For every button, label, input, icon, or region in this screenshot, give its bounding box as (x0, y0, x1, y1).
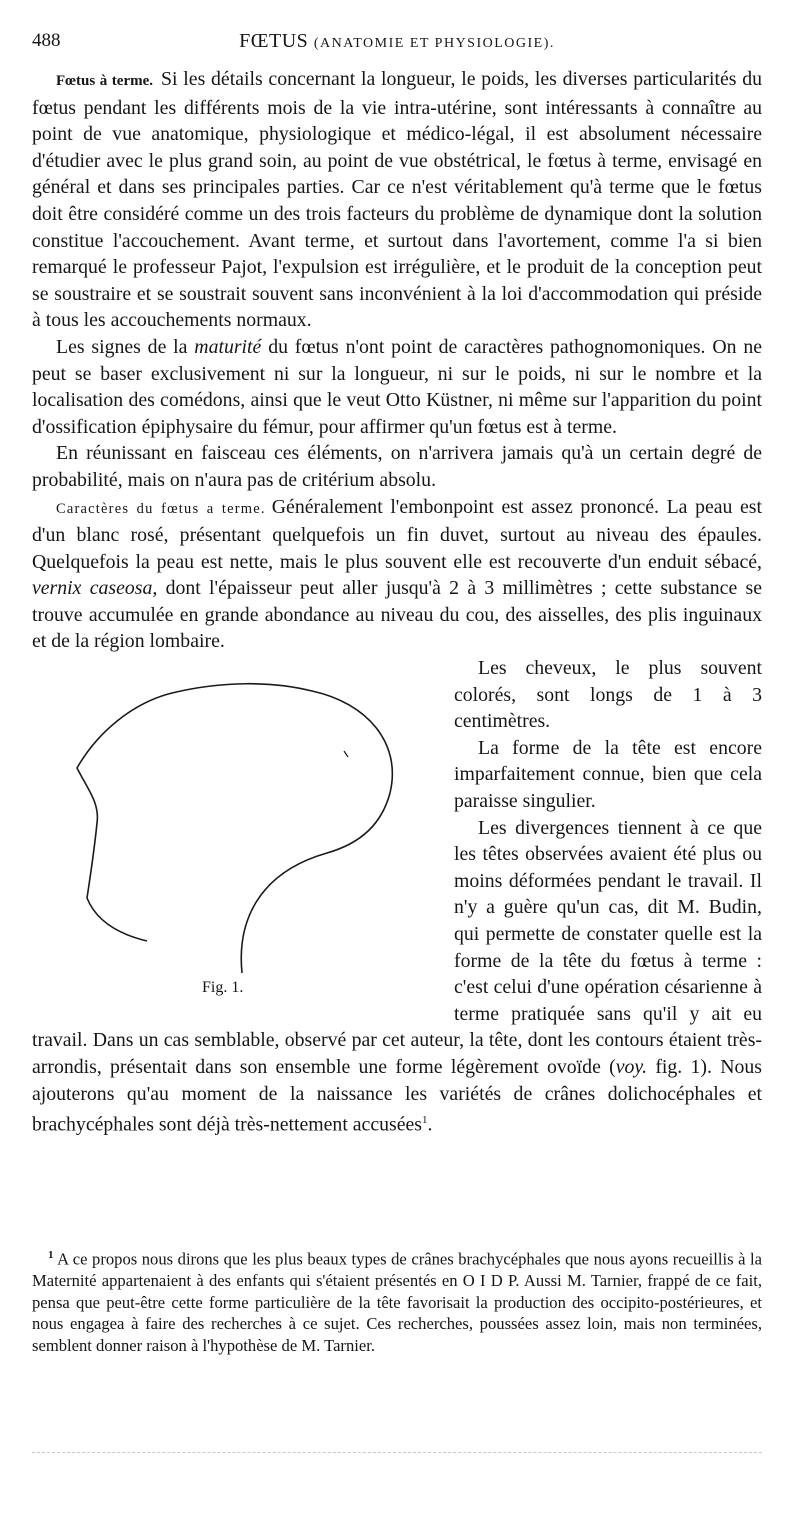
running-title (32, 30, 762, 53)
paragraph-foetus-a-terme (32, 66, 762, 334)
bottom-rule (32, 1452, 762, 1453)
paragraph-forme-tete: La forme de la tête est encore imparfaitement connue, bien que cela paraisse singulier. (454, 736, 762, 813)
section-heading: Caractères du fœtus a terme. (56, 500, 266, 517)
figure-caption: Fig. 1. (202, 979, 244, 997)
text-run: du fœtus n'ont point de caractères pathognomoniques. On ne peut se baser exclusivement ni sur la longueur, ni sur le poids, ni sur le nombre et la localisation des comédons, ainsi que le veut Otto Küstner, ni même sur l'apparition du point d'ossification épiphysaire du fémur, pour affirmer qu'un fœtus est à terme. (32, 335, 763, 438)
text-run: fig. 1). Nous ajouterons qu'au moment de la naissance les variétés de crânes dolichocéphales et brachycéphales sont déjà très-nettement accusées (32, 1055, 762, 1136)
ear-mark (344, 751, 348, 757)
paragraph-maturite (32, 334, 762, 440)
footnotes (32, 1245, 762, 1356)
text-run: . (427, 1113, 433, 1136)
running-title-sub: (ANATOMIE ET PHYSIOLOGIE). (313, 36, 555, 51)
text-run: Les divergences tiennent à ce que les têtes observées avaient été plus ou moins déformées pendant le travail. Il n'y a guère qu'un cas, dit M. Budin, qui permette de constater quelle est la forme de la tête du fœtus à terme : c'est celui d'une opération césarienne à terme pratiquée sans qu'il y ait eu travail. Dans un cas semblable, observé par cet auteur, la tête, dont les contours étaient très-arrondis, présentait dans son ensemble une forme légèrement ovoïde ( (32, 816, 762, 1078)
italic-term: voy. (615, 1055, 648, 1078)
body-text (32, 66, 762, 1138)
head-profile-drawing (72, 673, 432, 973)
figure-1 (32, 655, 442, 1027)
page-number: 488 (32, 30, 61, 51)
paragraph-cheveux: Les cheveux, le plus souvent colorés, sont longs de 1 à 3 centimètres. (454, 657, 762, 733)
page-header (32, 30, 762, 60)
head-outline (77, 684, 392, 973)
paragraph-caracteres (32, 494, 762, 656)
paragraph-text: Si les détails concernant la longueur, le poids, les diverses particularités du fœtus pendant les différents mois de la vie intra-utérine, sont intéressants à connaître au point de vue anatomique, physiologique et médico-légal, il est absolument nécessaire d'étudier avec le plus grand soin, au point de vue obstétrical, le fœtus à terme, envisagé en général et dans ses principales parties. Car ce n'est véritablement qu'à terme que le fœtus doit être considéré comme un des trois facteurs du problème de dynamique dont la solution constitue l'accouchement. Avant terme, et surtout dans l'avortement, comme l'a si bien remarqué le professeur Pajot, l'expulsion est irrégulière, et le produit de la conception peut se soustraire et se soustrait souvent sans inconvénient à la loi d'accommodation qui préside à tous les accouchements normaux. (32, 68, 762, 332)
footnote-marker: 1 (48, 1249, 54, 1261)
running-title-main: FŒTUS (239, 30, 309, 52)
footnote-text: A ce propos nous dirons que les plus beaux types de crânes brachycéphales que nous ayons recueillis à la Maternité appartenaient à des enfants qui s'étaient présentés en O I D P. Aussi M. Tarnier, frappé de ce fait, pensa que peut-être cette forme particulière de la tête favorisait la production des occipito-postérieures, et nous engagea à faire des recherches à ce sujet. Ces recherches, poussées assez loin, mais non terminées, semblent donner raison à l'hypothèse de M. Tarnier. (32, 1249, 762, 1355)
footnote-1 (32, 1245, 762, 1356)
text-run: dont l'épaisseur peut aller jusqu'à 2 à 3 millimètres ; cette substance se trouve accumulée en grande abondance au niveau du cou, des aisselles, des plis inguinaux et de la région lombaire. (32, 577, 762, 653)
footnote-reference[interactable]: 1 (421, 1114, 428, 1127)
text-run: Les signes de la (56, 335, 188, 358)
italic-term: vernix caseosa, (32, 577, 158, 600)
paragraph-lead: Fœtus à terme. (56, 73, 154, 89)
italic-term: maturité (194, 335, 262, 358)
paragraph-faisceau: En réunissant en faisceau ces éléments, on n'arrivera jamais qu'à un certain degré de probabilité, mais on n'aura pas de critérium absolu. (32, 442, 762, 491)
text-run: Généralement l'embonpoint est assez prononcé. La peau est d'un blanc rosé, présentant quelquefois un fin duvet, surtout au niveau des épaules. Quelquefois la peau est nette, mais le plus souvent elle est recouverte d'un enduit sébacé, (32, 495, 763, 573)
